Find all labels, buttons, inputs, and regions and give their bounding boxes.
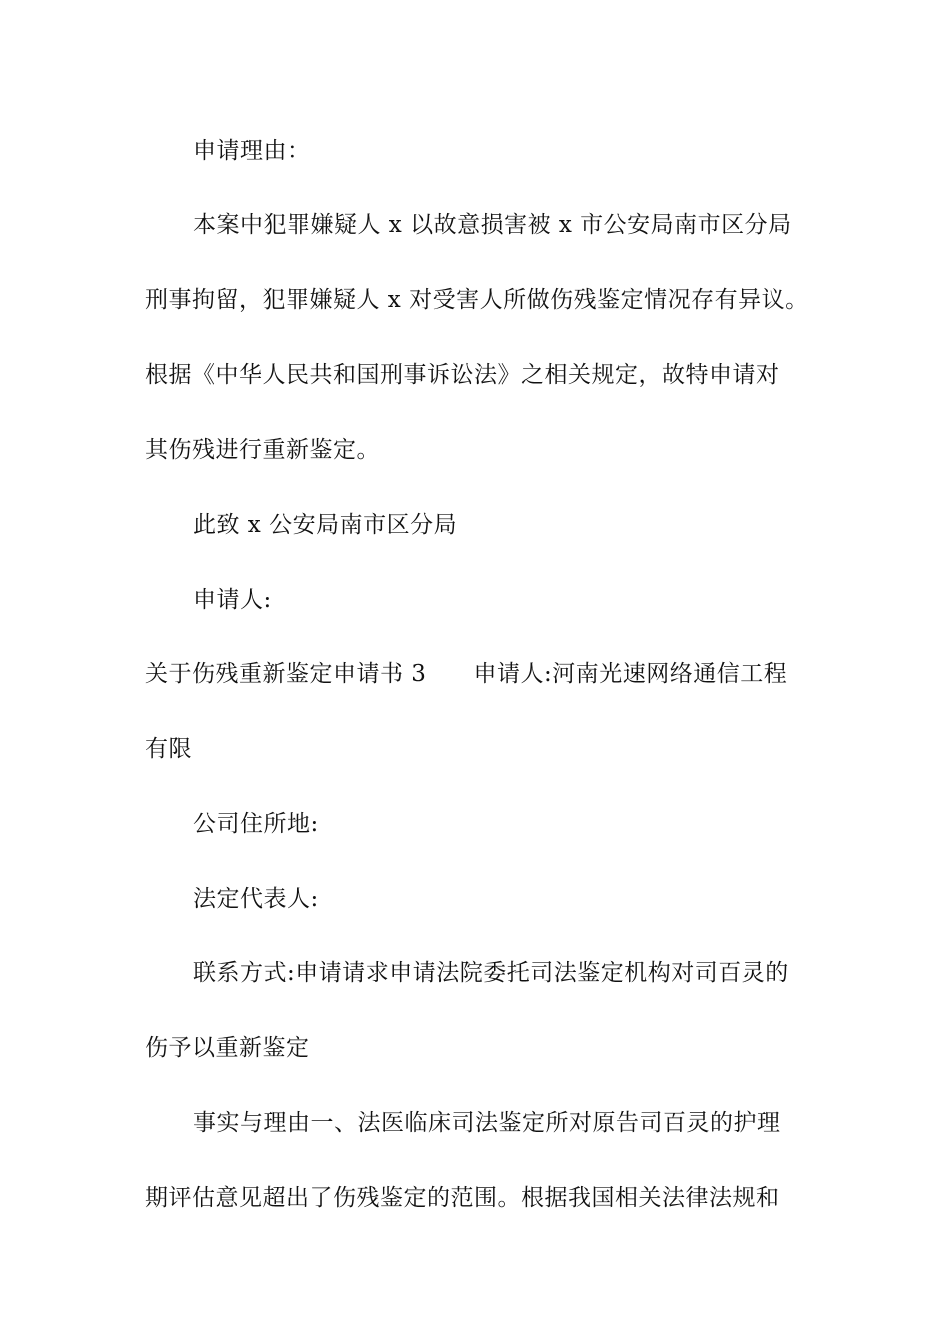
paragraph-line: 刑事拘留，犯罪嫌疑人 x 对受害人所做伤残鉴定情况存有异议。 [145, 287, 809, 313]
paragraph-line: 法定代表人: [193, 886, 319, 912]
paragraph-line: 有限 [145, 736, 192, 762]
paragraph-line: 伤予以重新鉴定 [145, 1035, 310, 1061]
paragraph-line: 此致 x 公安局南市区分局 [193, 512, 458, 538]
paragraph-line: 联系方式:申请请求申请法院委托司法鉴定机构对司百灵的 [193, 960, 789, 986]
paragraph-line: 根据《中华人民共和国刑事诉讼法》之相关规定，故特申请对 [145, 362, 780, 388]
paragraph-line: 事实与理由一、法医临床司法鉴定所对原告司百灵的护理 [193, 1110, 781, 1136]
paragraph-line: 本案中犯罪嫌疑人 x 以故意损害被 x 市公安局南市区分局 [193, 212, 792, 238]
paragraph-line: 其伤残进行重新鉴定。 [145, 437, 380, 463]
paragraph-line: 期评估意见超出了伤残鉴定的范围。根据我国相关法律法规和 [145, 1185, 780, 1211]
paragraph-line: 关于伤残重新鉴定申请书 3 申请人:河南光速网络通信工程 [145, 661, 788, 687]
paragraph-line: 申请人: [193, 587, 272, 613]
paragraph-line: 公司住所地: [193, 811, 319, 837]
paragraph-line: 申请理由： [193, 138, 311, 164]
